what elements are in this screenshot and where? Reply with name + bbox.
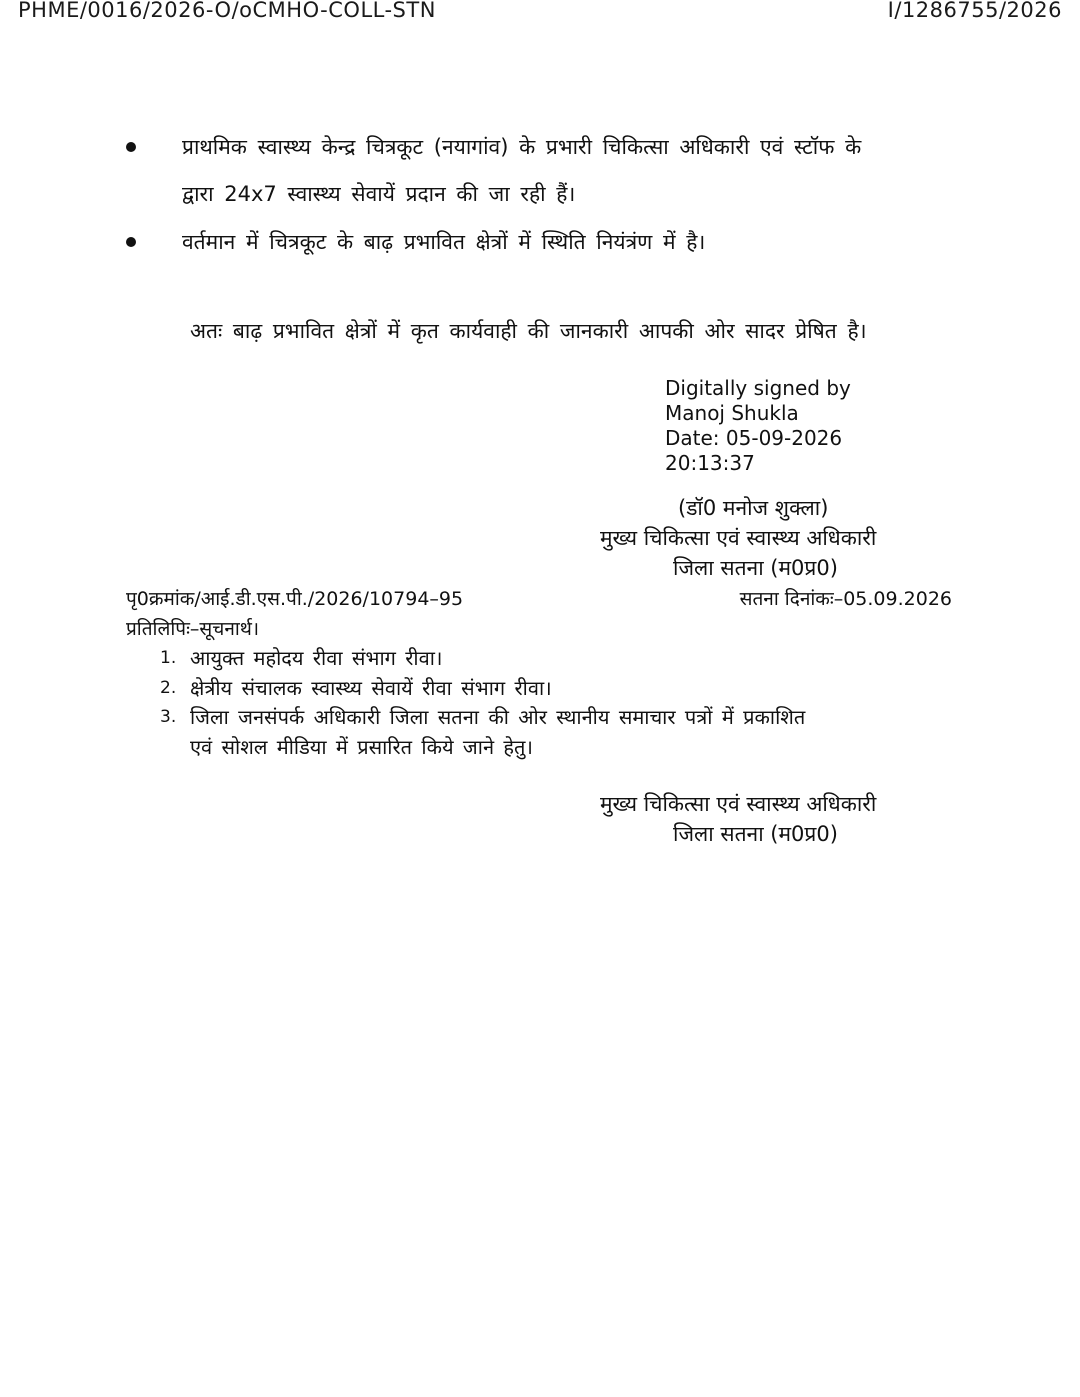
bullet-item [126,124,956,218]
copy-item-text: आयुक्त महोदय रीवा संभाग रीवा। [190,646,443,670]
copy-item-number: 1. [160,648,177,668]
copy-item-text: क्षेत्रीय संचालक स्वास्थ्य सेवायें रीवा संभाग रीवा। [190,676,552,700]
bullet-line: वर्तमान में चित्रकूट के बाढ़ प्रभावित क्षेत्रों में स्थिति नियंत्रंण में है। [182,230,706,254]
footer-designation: मुख्य चिकित्सा एवं स्वास्थ्य अधिकारी [600,792,877,816]
signature-line: Manoj Shukla [665,401,799,425]
digital-signature-block [665,376,851,476]
copy-to-item [160,673,920,703]
bullet-line: द्वारा 24x7 स्वास्थ्य सेवायें प्रदान की जा रही हैं। [182,182,576,206]
signature-line: 20:13:37 [665,451,755,475]
copy-item-number: 2. [160,678,177,698]
copy-item-number: 3. [160,707,177,727]
copy-item-text: एवं सोशल मीडिया में प्रसारित किये जाने हेतु। [190,735,534,759]
bullet-item [126,219,956,266]
bullet-dot-icon [126,142,136,152]
footer-district: जिला सतना (म0प्र0) [673,822,838,846]
closing-paragraph: अतः बाढ़ प्रभावित क्षेत्रों में कृत कार्यवाही की जानकारी आपकी ओर सादर प्रेषित है। [190,319,867,343]
copy-to-item [160,702,920,762]
signatory-district: जिला सतना (म0प्र0) [673,556,838,580]
copy-to-item [160,643,920,673]
reference-number: पृ0क्रमांक/आई.डी.एस.पी./2026/10794–95 [126,588,464,610]
copy-to-title: प्रतिलिपिः–सूचनार्थ। [126,618,260,640]
signature-line: Digitally signed by [665,376,851,400]
bullet-line: प्राथमिक स्वास्थ्य केन्द्र चित्रकूट (नयागांव) के प्रभारी चिकित्सा अधिकारी एवं स्टॉफ के [182,135,862,159]
copy-item-text: जिला जनसंपर्क अधिकारी जिला सतना की ओर स्थानीय समाचार पत्रों में प्रकाशित [190,705,806,729]
bullet-dot-icon [126,237,136,247]
reference-place-date: सतना दिनांकः–05.09.2026 [739,588,952,610]
signatory-name: (डॉ0 मनोज शुक्ला) [678,496,829,520]
signatory-designation: मुख्य चिकित्सा एवं स्वास्थ्य अधिकारी [600,526,877,550]
signature-line: Date: 05-09-2026 [665,426,843,450]
file-reference-number: PHME/0016/2026-O/oCMHO-COLL-STN [18,0,436,22]
document-id-number: I/1286755/2026 [887,0,1062,22]
